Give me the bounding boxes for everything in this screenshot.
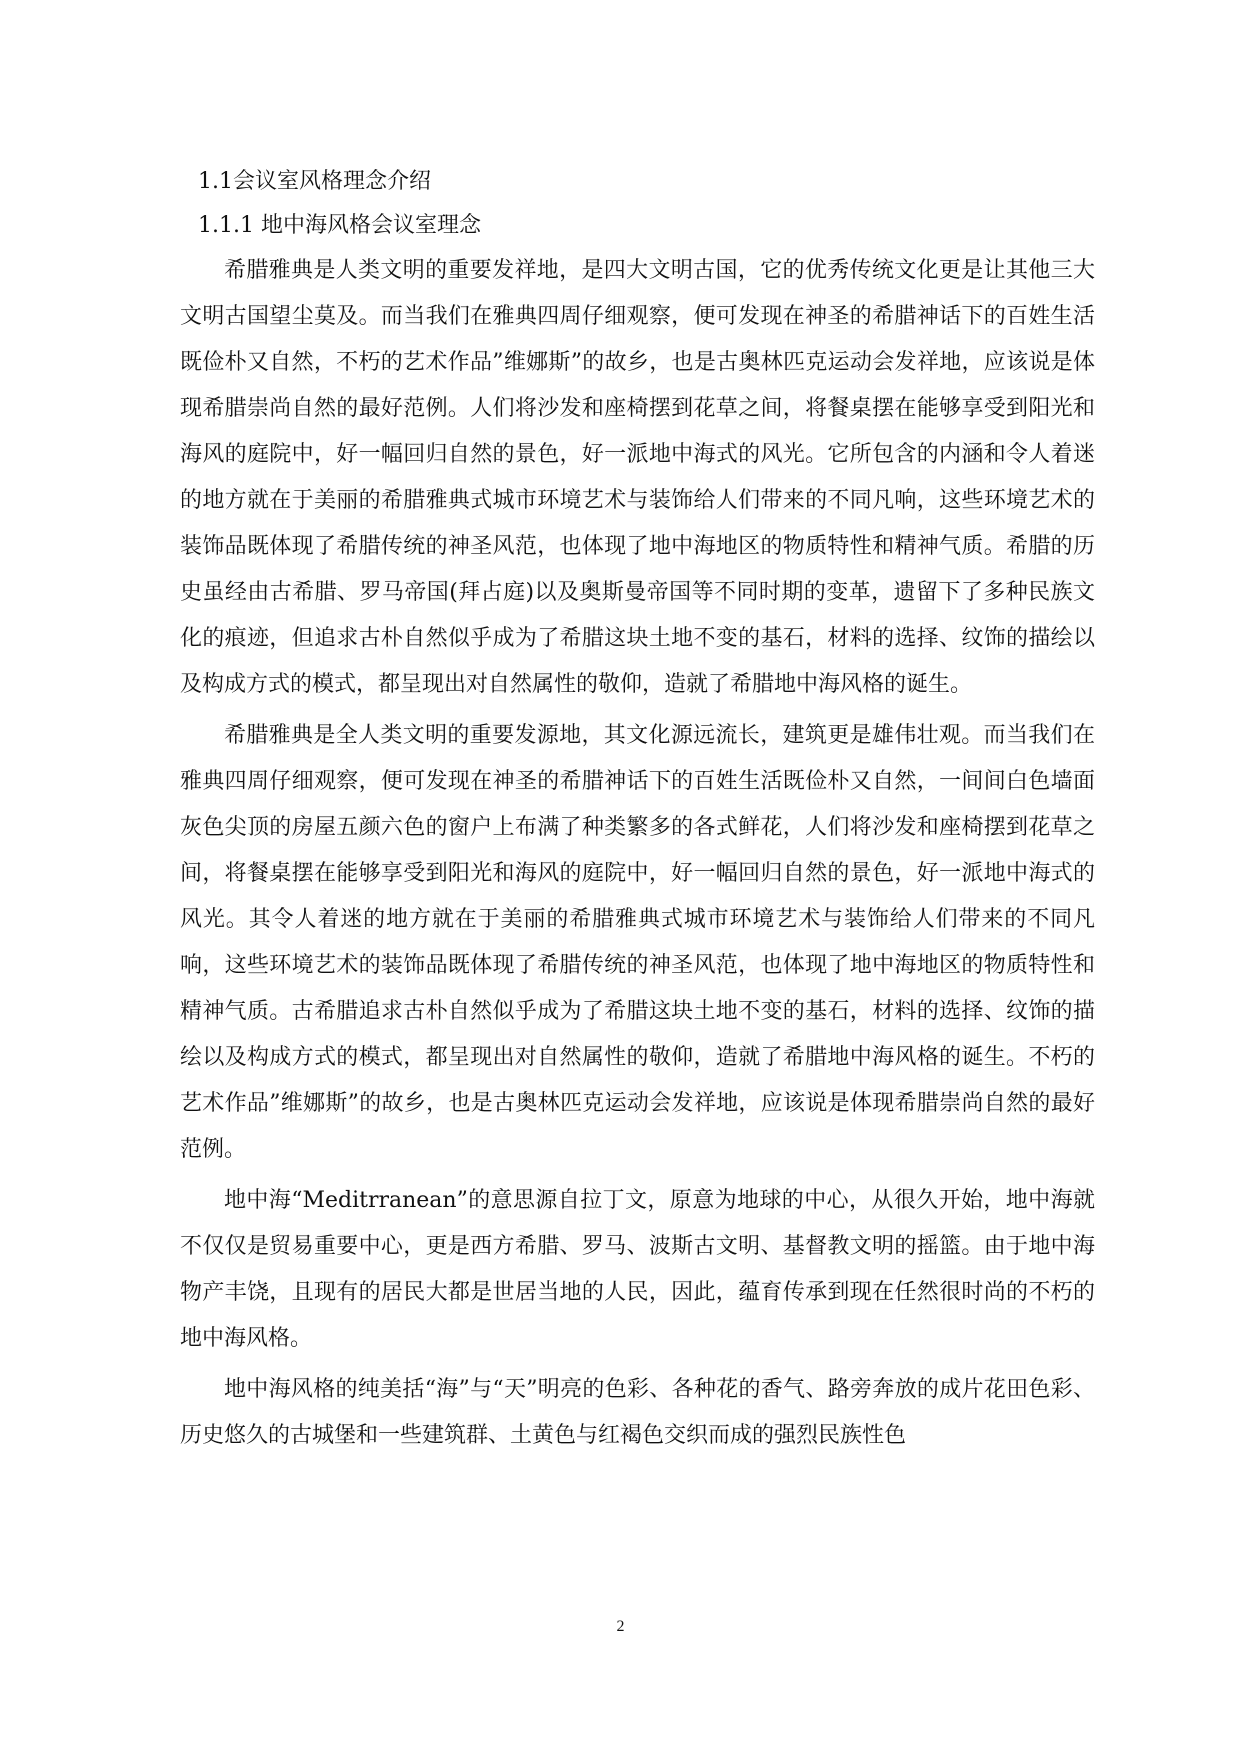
- page-number: 2: [616, 1618, 625, 1635]
- subsection-heading: 1.1.1 地中海风格会议室理念: [198, 213, 481, 238]
- paragraph-3: 地中海“Meditrranean”的意思源自拉丁文，原意为地球的中心，从很久开始，地中海就不仅仅是贸易重要中心，更是西方希腊、罗马、波斯古文明、基督教文明的摇篮。由于地中海物产丰饶，且现有的居民大都是世居当地的人民，因此，蕴育传承到现在任然很时尚的不朽的地中海风格。: [180, 1188, 1095, 1351]
- page-body: [180, 160, 1095, 1464]
- paragraph-2: 希腊雅典是全人类文明的重要发源地，其文化源远流长，建筑更是雄伟壮观。而当我们在雅典四周仔细观察，便可发现在神圣的希腊神话下的百姓生活既俭朴又自然，一间间白色墙面灰色尖顶的房屋五颜六色的窗户上布满了种类繁多的各式鲜花，人们将沙发和座椅摆到花草之间，将餐桌摆在能够享受到阳光和海风的庭院中，好一幅回归自然的景色，好一派地中海式的风光。其令人着迷的地方就在于美丽的希腊雅典式城市环境艺术与装饰给人们带来的不同凡响，这些环境艺术的装饰品既体现了希腊传统的神圣风范，也体现了地中海地区的物质特性和精神气质。古希腊追求古朴自然似乎成为了希腊这块土地不变的基石，材料的选择、纹饰的描绘以及构成方式的模式，都呈现出对自然属性的敬仰，造就了希腊地中海风格的诞生。不朽的艺术作品”维娜斯”的故乡，也是古奥林匹克运动会发祥地，应该说是体现希腊崇尚自然的最好范例。: [180, 723, 1095, 1162]
- paragraph-1: 希腊雅典是人类文明的重要发祥地，是四大文明古国，它的优秀传统文化更是让其他三大文明古国望尘莫及。而当我们在雅典四周仔细观察，便可发现在神圣的希腊神话下的百姓生活既俭朴又自然，不朽的艺术作品”维娜斯”的故乡，也是古奥林匹克运动会发祥地，应该说是体现希腊崇尚自然的最好范例。人们将沙发和座椅摆到花草之间，将餐桌摆在能够享受到阳光和海风的庭院中，好一幅回归自然的景色，好一派地中海式的风光。它所包含的内涵和令人着迷的地方就在于美丽的希腊雅典式城市环境艺术与装饰给人们带来的不同凡响，这些环境艺术的装饰品既体现了希腊传统的神圣风范，也体现了地中海地区的物质特性和精神气质。希腊的历史虽经由古希腊、罗马帝国(拜占庭)以及奥斯曼帝国等不同时期的变革，遗留下了多种民族文化的痕迹，但追求古朴自然似乎成为了希腊这块土地不变的基石，材料的选择、纹饰的描绘以及构成方式的模式，都呈现出对自然属性的敬仰，造就了希腊地中海风格的诞生。: [180, 258, 1095, 697]
- paragraph-4: 地中海风格的纯美括“海”与“天”明亮的色彩、各种花的香气、路旁奔放的成片花田色彩、历史悠久的古城堡和一些建筑群、土黄色与红褐色交织而成的强烈民族性色: [180, 1377, 1095, 1448]
- section-heading: 1.1会议室风格理念介绍: [198, 169, 431, 194]
